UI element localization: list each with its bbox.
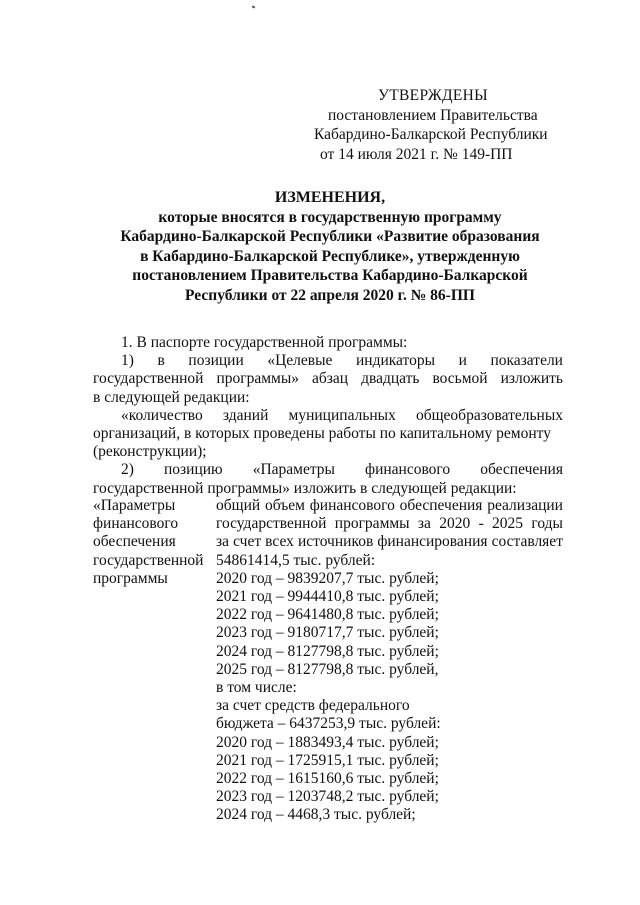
label-line: программы xyxy=(93,569,168,587)
approval-line-1: постановлением Правительства xyxy=(328,106,538,124)
document-heading xyxy=(90,188,570,306)
value-line: 2020 год – 1883493,4 тыс. рублей; xyxy=(216,733,439,751)
word: реализации xyxy=(487,497,563,514)
word: муниципальных xyxy=(288,406,396,424)
value-line xyxy=(216,515,563,533)
paragraph-2-line-3: в следующей редакции: xyxy=(93,388,250,406)
word: «Целевые xyxy=(267,352,333,370)
word: за xyxy=(216,533,230,551)
value-line: 2021 год – 1725915,1 тыс. рублей; xyxy=(216,751,439,769)
word: позицию xyxy=(163,461,223,479)
heading-line: постановлением Правительства Кабардино-Балкарской xyxy=(132,267,528,285)
paragraph-2-line-1 xyxy=(93,352,563,370)
word: годы xyxy=(531,515,563,533)
word: двадцать xyxy=(361,370,420,388)
value-line: бюджета – 6437253,9 тыс. рублей: xyxy=(216,715,441,733)
word: обеспечения xyxy=(399,497,483,514)
heading-line: Кабардино-Балкарской Республики «Развитие образования xyxy=(120,228,540,246)
value-line: 2025 год – 8127798,8 тыс. рублей, xyxy=(216,660,439,678)
label-line: «Параметры xyxy=(93,497,176,514)
heading-line: в Кабардино-Балкарской Республике», утвержденную xyxy=(140,247,520,265)
value-line: 2023 год – 9180717,7 тыс. рублей; xyxy=(216,624,439,642)
word: 2020 xyxy=(439,515,471,533)
word: государственной xyxy=(216,515,327,533)
paragraph-4-line-2: государственной программы» изложить в следующей редакции: xyxy=(93,479,517,497)
word: программы xyxy=(334,515,410,533)
word: объем xyxy=(264,497,305,514)
word: государственной xyxy=(93,370,204,388)
word: всех xyxy=(265,533,294,551)
word: позиции xyxy=(188,352,244,370)
paragraph-1: 1. В паспорте государственной программы: xyxy=(121,334,408,351)
value-line: за счет средств федерального xyxy=(216,697,410,715)
word: зданий xyxy=(222,406,269,424)
value-line xyxy=(216,497,563,515)
value-line: 2021 год – 9944410,8 тыс. рублей; xyxy=(216,588,439,606)
word: обеспечения xyxy=(480,461,563,479)
word: абзац xyxy=(312,370,349,388)
word: финансового xyxy=(365,461,451,479)
word: источников xyxy=(297,533,374,551)
value-line: 2023 год – 1203748,2 тыс. рублей; xyxy=(216,788,439,806)
heading-line: которые вносятся в государственную программу xyxy=(158,208,502,226)
approval-block xyxy=(300,86,560,164)
approval-line-2: Кабардино-Балкарской Республики xyxy=(314,126,548,143)
word: индикаторы xyxy=(355,352,436,370)
paragraph-2-line-2 xyxy=(93,370,563,388)
heading-title: ИЗМЕНЕНИЯ, xyxy=(274,189,386,206)
approval-title: УТВЕРЖДЕНЫ xyxy=(378,87,488,104)
word: финансового xyxy=(309,497,395,514)
value-line xyxy=(216,533,563,551)
word: изложить xyxy=(500,370,563,388)
word: «количество xyxy=(121,406,203,424)
word: в xyxy=(157,352,165,370)
word: - xyxy=(478,515,484,533)
label-line: обеспечения xyxy=(93,533,176,551)
word: «Параметры xyxy=(252,461,335,479)
word: общий xyxy=(216,497,261,514)
scan-speck xyxy=(252,5,256,8)
approval-line-3: от 14 июля 2021 г. № 149-ПП xyxy=(320,145,513,163)
word: счет xyxy=(233,533,262,551)
paragraph-3-line-2: организаций, в которых проведены работы по капитальному ремонту xyxy=(93,425,551,443)
word: 1) xyxy=(121,352,134,370)
heading-line: Республики от 22 апреля 2020 г. № 86-ПП xyxy=(185,286,475,304)
document-body xyxy=(93,334,563,498)
value-line: 54861414,5 тыс. рублей: xyxy=(216,551,376,569)
value-line: 2024 год – 8127798,8 тыс. рублей; xyxy=(216,642,439,660)
word: показатели xyxy=(490,352,563,370)
word: финансирования xyxy=(377,533,488,551)
value-line: 2022 год – 1615160,6 тыс. рублей; xyxy=(216,770,439,788)
paragraph-3-line-1 xyxy=(93,407,563,425)
value-line: 2024 год – 4468,3 тыс. рублей; xyxy=(216,806,416,824)
word: восьмой xyxy=(432,370,488,388)
word: программы» xyxy=(216,370,300,388)
paragraph-3-line-3: (реконструкции); xyxy=(93,443,207,461)
word: составляет xyxy=(491,533,563,551)
paragraph-4-line-1 xyxy=(93,461,563,479)
word: общеобразовательных xyxy=(415,406,563,424)
parameters-label-cell xyxy=(93,497,213,588)
label-line: финансового xyxy=(93,515,179,533)
value-line: в том числе: xyxy=(216,679,297,697)
word: за xyxy=(417,515,431,533)
value-line: 2022 год – 9641480,8 тыс. рублей; xyxy=(216,606,439,624)
word: 2) xyxy=(121,461,134,479)
label-line: государственной xyxy=(93,551,204,569)
word: и xyxy=(458,352,467,370)
value-line: 2020 год – 9839207,7 тыс. рублей; xyxy=(216,569,439,587)
parameters-value-cell xyxy=(216,497,563,825)
word: 2025 xyxy=(492,515,524,533)
